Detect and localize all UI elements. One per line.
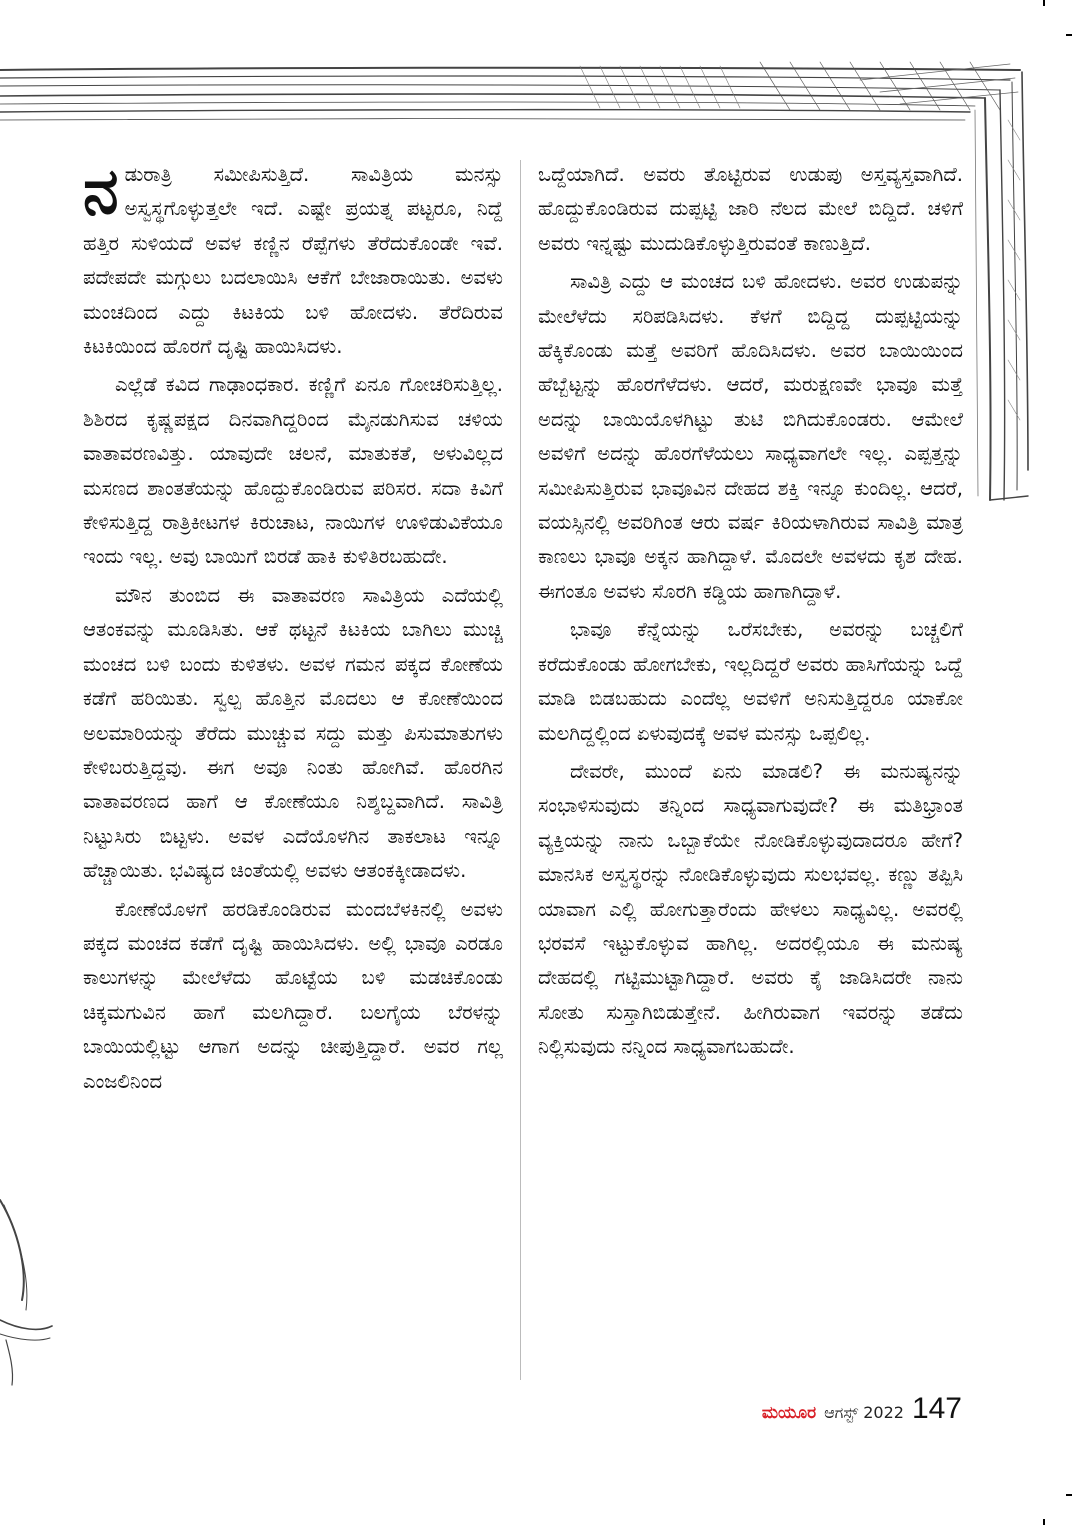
article-paragraph: ಒದ್ದೆಯಾಗಿದೆ. ಅವರು ತೊಟ್ಟಿರುವ ಉಡುಪು ಅಸ್ತವ್ಯಸ್ತವಾಗಿದೆ. ಹೊದ್ದುಕೊಂಡಿರುವ ದುಪ್ಪಟ್ಟಿ ಜಾರಿ ನೆಲದ ಮೇಲೆ ಬಿದ್ದಿದೆ. ಚಳಿಗೆ ಅವರು ಇನ್ನಷ್ಟು ಮುದುಡಿಕೊಳ್ಳುತ್ತಿರುವಂತೆ ಕಾಣುತ್ತಿದೆ. xyxy=(538,163,963,255)
article-right-column xyxy=(538,158,963,1065)
article-paragraph: ಮೌನ ತುಂಬಿದ ಈ ವಾತಾವರಣ ಸಾವಿತ್ರಿಯ ಎದೆಯಲ್ಲಿ ಆತಂಕವನ್ನು ಮೂಡಿಸಿತು. ಆಕೆ ಥಟ್ಟನೆ ಕಿಟಕಿಯ ಬಾಗಿಲು ಮುಚ್ಚಿ ಮಂಚದ ಬಳಿ ಬಂದು ಕುಳಿತಳು. ಅವಳ ಗಮನ ಪಕ್ಕದ ಕೋಣೆಯ ಕಡೆಗೆ ಹರಿಯಿತು. ಸ್ವಲ್ಪ ಹೊತ್ತಿನ ಮೊದಲು ಆ ಕೋಣೆಯಿಂದ ಅಲಮಾರಿಯನ್ನು ತೆರೆದು ಮುಚ್ಚುವ ಸದ್ದು ಮತ್ತು ಪಿಸುಮಾತುಗಳು ಕೇಳಿಬರುತ್ತಿದ್ದವು. ಈಗ ಅವೂ ನಿಂತು ಹೋಗಿವೆ. ಹೊರಗಿನ ವಾತಾವರಣದ ಹಾಗೆ ಆ ಕೋಣೆಯೂ ನಿಶ್ಶಬ್ದವಾಗಿದೆ. ಸಾವಿತ್ರಿ ನಿಟ್ಟುಸಿರು ಬಿಟ್ಟಳು. ಅವಳ ಎದೆಯೊಳಗಿನ ತಾಕಲಾಟ ಇನ್ನೂ ಹೆಚ್ಚಾಯಿತು. ಭವಿಷ್ಯದ ಚಿಂತೆಯಲ್ಲಿ ಅವಳು ಆತಂಕಕ್ಕೀಡಾದಳು. xyxy=(83,583,503,883)
article-paragraph: ಭಾವೂ ಕೆನ್ನೆಯನ್ನು ಒರೆಸಬೇಕು, ಅವರನ್ನು ಬಚ್ಚಲಿಗೆ ಕರೆದುಕೊಂಡು ಹೋಗಬೇಕು, ಇಲ್ಲದಿದ್ದರೆ ಅವರು ಹಾಸಿಗೆಯನ್ನು ಒದ್ದೆ ಮಾಡಿ ಬಿಡಬಹುದು ಎಂದೆಲ್ಲ ಅವಳಿಗೆ ಅನಿಸುತ್ತಿದ್ದರೂ ಯಾಕೋ ಮಲಗಿದ್ದಲ್ಲಿಂದ ಏಳುವುದಕ್ಕೆ ಅವಳ ಮನಸ್ಸು ಒಪ್ಪಲಿಲ್ಲ. xyxy=(538,618,963,745)
column-divider xyxy=(520,160,521,1380)
page-footer xyxy=(762,1392,962,1426)
article-paragraph: ಸಾವಿತ್ರಿ ಎದ್ದು ಆ ಮಂಚದ ಬಳಿ ಹೋದಳು. ಅವರ ಉಡುಪನ್ನು ಮೇಲೆಳೆದು ಸರಿಪಡಿಸಿದಳು. ಕೆಳಗೆ ಬಿದ್ದಿದ್ದ ದುಪ್ಪಟ್ಟಿಯನ್ನು ಹೆಕ್ಕಿಕೊಂಡು ಮತ್ತೆ ಅವರಿಗೆ ಹೊದಿಸಿದಳು. ಅವರ ಬಾಯಿಯಿಂದ ಹೆಬ್ಬೆಟ್ಟನ್ನು ಹೊರಗೆಳೆದಳು. ಆದರೆ, ಮರುಕ್ಷಣವೇ ಭಾವೂ ಮತ್ತೆ ಅದನ್ನು ಬಾಯಿಯೊಳಗಿಟ್ಟು ತುಟಿ ಬಿಗಿದುಕೊಂಡರು. ಆಮೇಲೆ ಅವಳಿಗೆ ಅದನ್ನು ಹೊರಗೆಳೆಯಲು ಸಾಧ್ಯವಾಗಲೇ ಇಲ್ಲ. ಎಪ್ಪತ್ತನ್ನು ಸಮೀಪಿಸುತ್ತಿರುವ ಭಾವೂವಿನ ದೇಹದ ಶಕ್ತಿ ಇನ್ನೂ ಕುಂದಿಲ್ಲ. ಆದರೆ, ವಯಸ್ಸಿನಲ್ಲಿ ಅವರಿಗಿಂತ ಆರು ವರ್ಷ ಕಿರಿಯಳಾಗಿರುವ ಸಾವಿತ್ರಿ ಮಾತ್ರ ಕಾಣಲು ಭಾವೂ ಅಕ್ಕನ ಹಾಗಿದ್ದಾಳೆ. ಮೊದಲೇ ಅವಳದು ಕೃಶ ದೇಹ. ಈಗಂತೂ ಅವಳು ಸೊರಗಿ ಕಡ್ಡಿಯ ಹಾಗಾಗಿದ್ದಾಳೆ. xyxy=(538,270,963,603)
drop-cap: ನ xyxy=(83,155,119,229)
paragraph-text: ಡುರಾತ್ರಿ ಸಮೀಪಿಸುತ್ತಿದೆ. ಸಾವಿತ್ರಿಯ ಮನಸ್ಸು ಅಸ್ವಸ್ಥಗೊಳ್ಳುತ್ತಲೇ ಇದೆ. ಎಷ್ಟೇ ಪ್ರಯತ್ನ ಪಟ್ಟರೂ, ನಿದ್ದೆ ಹತ್ತಿರ ಸುಳಿಯದೆ ಅವಳ ಕಣ್ಣಿನ ರೆಪ್ಪೆಗಳು ತೆರೆದುಕೊಂಡೇ ಇವೆ. ಪದೇಪದೇ ಮಗ್ಗುಲು ಬದಲಾಯಿಸಿ ಆಕೆಗೆ ಬೇಜಾರಾಯಿತು. ಅವಳು ಮಂಚದಿಂದ ಎದ್ದು ಕಿಟಕಿಯ ಬಳಿ ಹೋದಳು. ತೆರೆದಿರುವ ಕಿಟಕಿಯಿಂದ ಹೊರಗೆ ದೃಷ್ಟಿ ಹಾಯಿಸಿದಳು. xyxy=(83,163,503,359)
crop-mark xyxy=(1066,34,1072,36)
article-paragraph: ಕೋಣೆಯೊಳಗೆ ಹರಡಿಕೊಂಡಿರುವ ಮಂದಬೆಳಕಿನಲ್ಲಿ ಅವಳು ಪಕ್ಕದ ಮಂಚದ ಕಡೆಗೆ ದೃಷ್ಟಿ ಹಾಯಿಸಿದಳು. ಅಲ್ಲಿ ಭಾವೂ ಎರಡೂ ಕಾಲುಗಳನ್ನು ಮೇಲೆಳೆದು ಹೊಟ್ಟೆಯ ಬಳಿ ಮಡಚಿಕೊಂಡು ಚಿಕ್ಕಮಗುವಿನ ಹಾಗೆ ಮಲಗಿದ್ದಾರೆ. ಬಲಗೈಯ ಬೆರಳನ್ನು ಬಾಯಿಯಲ್ಲಿಟ್ಟು ಆಗಾಗ ಅದನ್ನು ಚೀಪುತ್ತಿದ್ದಾರೆ. ಅವರ ಗಲ್ಲ ಎಂಜಲಿನಿಂದ xyxy=(83,897,503,1093)
article-paragraph: ಎಲ್ಲೆಡೆ ಕವಿದ ಗಾಢಾಂಧಕಾರ. ಕಣ್ಣಿಗೆ ಏನೂ ಗೋಚರಿಸುತ್ತಿಲ್ಲ. ಶಿಶಿರದ ಕೃಷ್ಣಪಕ್ಷದ ದಿನವಾಗಿದ್ದರಿಂದ ಮೈನಡುಗಿಸುವ ಚಳಿಯ ವಾತಾವರಣವಿತ್ತು. ಯಾವುದೇ ಚಲನೆ, ಮಾತುಕತೆ, ಅಳುವಿಲ್ಲದ ಮಸಣದ ಶಾಂತತೆಯನ್ನು ಹೊದ್ದುಕೊಂಡಿರುವ ಪರಿಸರ. ಸದಾ ಕಿವಿಗೆ ಕೇಳಿಸುತ್ತಿದ್ದ ರಾತ್ರಿಕೀಟಗಳ ಕಿರುಚಾಟ, ನಾಯಿಗಳ ಊಳಿಡುವಿಕೆಯೂ ಇಂದು ಇಲ್ಲ. ಅವು ಬಾಯಿಗೆ ಬಿರಡೆ ಹಾಕಿ ಕುಳಿತಿರಬಹುದೇ. xyxy=(83,373,503,569)
magazine-name: ಮಯೂರ xyxy=(761,1403,817,1423)
issue-date: ಆಗಸ್ಟ್ 2022 xyxy=(824,1403,904,1422)
crop-mark xyxy=(1066,1494,1072,1496)
crop-mark xyxy=(1043,0,1045,6)
article-left-column xyxy=(83,155,503,1099)
article-paragraph: ದೇವರೇ, ಮುಂದೆ ಏನು ಮಾಡಲಿ? ಈ ಮನುಷ್ಯನನ್ನು ಸಂಭಾಳಿಸುವುದು ತನ್ನಿಂದ ಸಾಧ್ಯವಾಗುವುದೇ? ಈ ಮತಿಭ್ರಾಂತ ವ್ಯಕ್ತಿಯನ್ನು ನಾನು ಒಬ್ಬಾಕೆಯೇ ನೋಡಿಕೊಳ್ಳುವುದಾದರೂ ಹೇಗೆ? ಮಾನಸಿಕ ಅಸ್ವಸ್ಥರನ್ನು ನೋಡಿಕೊಳ್ಳುವುದು ಸುಲಭವಲ್ಲ. ಕಣ್ಣು ತಪ್ಪಿಸಿ ಯಾವಾಗ ಎಲ್ಲಿ ಹೋಗುತ್ತಾರೆಂದು ಹೇಳಲು ಸಾಧ್ಯವಿಲ್ಲ. ಅವರಲ್ಲಿ ಭರವಸೆ ಇಟ್ಟುಕೊಳ್ಳುವ ಹಾಗಿಲ್ಲ. ಅದರಲ್ಲಿಯೂ ಈ ಮನುಷ್ಯ ದೇಹದಲ್ಲಿ ಗಟ್ಟಿಮುಟ್ಟಾಗಿದ್ದಾರೆ. ಅವರು ಕೈ ಜಾಡಿಸಿದರೇ ನಾನು ಸೋತು ಸುಸ್ತಾಗಿಬಿಡುತ್ತೇನೆ. ಹೀಗಿರುವಾಗ ಇವರನ್ನು ತಡೆದು ನಿಲ್ಲಿಸುವುದು ನನ್ನಿಂದ ಸಾಧ್ಯವಾಗಬಹುದೇ. xyxy=(538,759,963,1059)
crop-mark xyxy=(1043,1519,1045,1525)
page-number: 147 xyxy=(911,1392,962,1425)
article-paragraph xyxy=(83,155,503,364)
